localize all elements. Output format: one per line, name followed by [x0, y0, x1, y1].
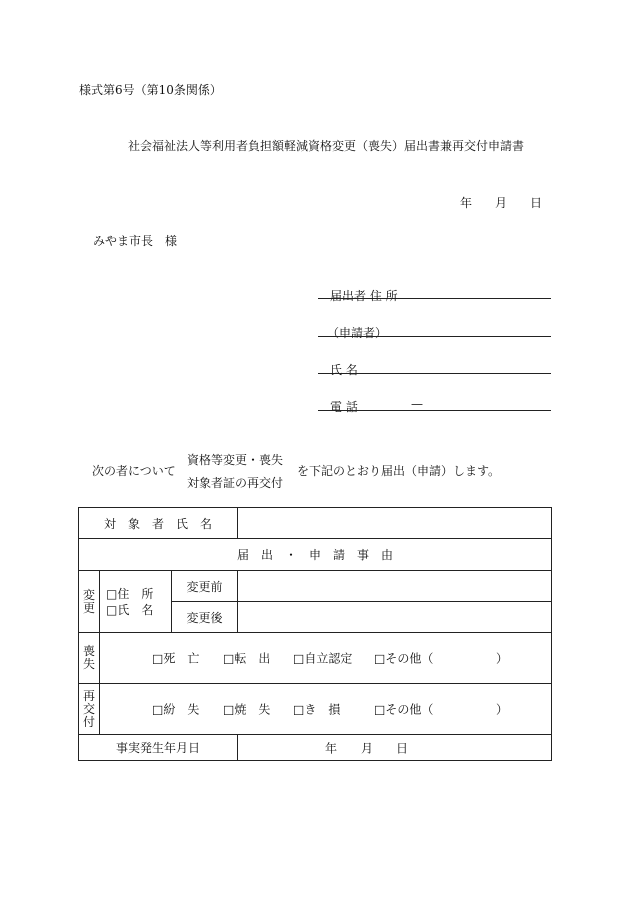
- date-day-label: 日: [530, 196, 543, 210]
- request-form-table: [78, 507, 552, 761]
- form-number: 様式第6号（第10条関係）: [79, 83, 222, 97]
- applicant-label: （申請者）: [327, 326, 388, 340]
- reissue-row: [79, 684, 552, 735]
- phone-dash: —: [411, 397, 423, 411]
- reissue-option-other[interactable]: □その他（: [374, 702, 434, 717]
- subject-name-label: 対 象 者 氏 名: [79, 508, 238, 539]
- reason-header-row: [79, 539, 552, 571]
- loss-row: [79, 633, 552, 684]
- statement-prefix: 次の者について: [92, 464, 176, 478]
- loss-option-death[interactable]: □死 亡: [152, 651, 200, 666]
- date-month-label: 月: [495, 196, 508, 210]
- statement-option-change-loss: 資格等変更・喪失: [187, 453, 284, 467]
- change-before-row: [79, 571, 552, 602]
- occurrence-date-label: 事実発生年月日: [79, 735, 238, 761]
- addressee: みやま市長 様: [93, 234, 178, 248]
- reissue-options-cell: [100, 684, 552, 735]
- reissue-option-lost[interactable]: □紛 失: [152, 702, 200, 717]
- date-year-label: 年: [460, 196, 473, 210]
- applicant-line[interactable]: [318, 336, 551, 337]
- document-title: 社会福祉法人等利用者負担額軽減資格変更（喪失）届出書兼再交付申請書: [128, 139, 525, 153]
- after-label: 変更後: [172, 602, 238, 633]
- occurrence-date-row: [79, 735, 552, 761]
- name-line[interactable]: [318, 373, 551, 374]
- loss-label-cell: [79, 633, 100, 684]
- before-label: 変更前: [172, 571, 238, 602]
- before-field[interactable]: [238, 571, 552, 602]
- subject-name-field[interactable]: [238, 508, 552, 539]
- phone-label: 電 話: [330, 400, 358, 414]
- subject-name-row: [79, 508, 552, 539]
- occurrence-year-label: 年: [325, 741, 338, 755]
- reissue-label-cell: [79, 684, 100, 735]
- change-label-cell: [79, 571, 100, 633]
- loss-option-other-close: ）: [496, 651, 509, 666]
- name-label: 氏 名: [330, 363, 358, 377]
- loss-option-independence[interactable]: □自立認定: [293, 651, 353, 666]
- statement-option-reissue: 対象者証の再交付: [187, 476, 284, 490]
- occurrence-date-field[interactable]: [238, 735, 552, 761]
- change-options-cell: [100, 571, 172, 633]
- reissue-option-other-close: ）: [496, 702, 509, 717]
- change-option-name[interactable]: □氏 名: [106, 602, 154, 617]
- occurrence-month-label: 月: [361, 741, 374, 755]
- reissue-option-damaged[interactable]: □き 損: [293, 702, 341, 717]
- reason-header: 届 出 ・ 申 請 事 由: [79, 539, 552, 571]
- loss-option-other[interactable]: □その他（: [374, 651, 434, 666]
- occurrence-day-label: 日: [396, 741, 409, 755]
- loss-options-cell: [100, 633, 552, 684]
- after-field[interactable]: [238, 602, 552, 633]
- change-label: 変更: [83, 587, 96, 615]
- reissue-option-burned[interactable]: □焼 失: [223, 702, 271, 717]
- loss-option-moved-out[interactable]: □転 出: [223, 651, 271, 666]
- address-line[interactable]: [318, 298, 551, 299]
- statement-suffix: を下記のとおり届出（申請）します。: [297, 464, 501, 478]
- loss-label: 喪失: [83, 644, 96, 671]
- change-option-address[interactable]: □住 所: [106, 586, 154, 601]
- address-label: 届出者 住 所: [330, 289, 398, 303]
- phone-line[interactable]: [318, 410, 551, 411]
- reissue-label: 再交付: [83, 688, 96, 729]
